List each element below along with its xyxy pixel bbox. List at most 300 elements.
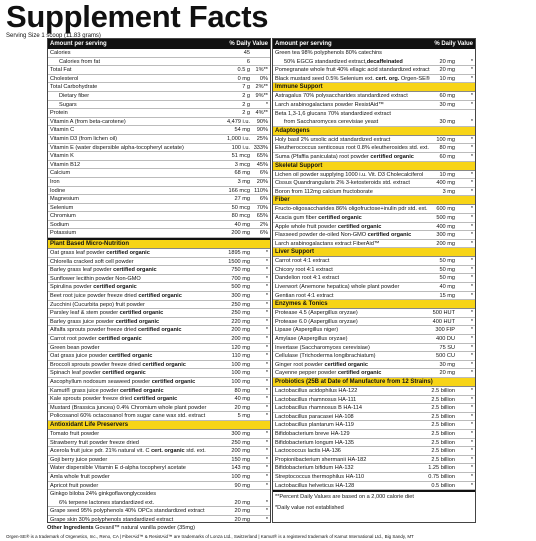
nutrient-row xyxy=(48,507,270,516)
daily-value xyxy=(250,58,268,66)
nutrient-row xyxy=(273,344,475,353)
nutrient-row xyxy=(48,335,270,344)
nutrient-amount: 90 mg xyxy=(234,482,250,489)
daily-value: * xyxy=(265,275,268,282)
nutrient-name: Vitamin E (water dispersible alpha-tocopheryl acetate) xyxy=(50,144,184,151)
nutrient-label xyxy=(50,378,230,386)
nutrient-amount: 40 mg xyxy=(234,221,250,228)
nutrient-amount: 20 mg xyxy=(234,499,250,506)
nutrient-name: Amylase (Aspergillus oryzae) xyxy=(275,336,348,343)
nutrient-name: Lactobacillus rhamnosus HA-111 xyxy=(275,396,357,403)
nutrient-row xyxy=(48,378,270,387)
nutrient-name: Bifidobacterium longum HA-135 xyxy=(275,439,354,446)
nutrient-row xyxy=(48,283,270,292)
section-heading: Skeletal Support xyxy=(273,162,475,171)
nutrient-label xyxy=(50,49,243,57)
nutrient-amount: 2.5 billion xyxy=(431,439,455,446)
nutrient-name: Vitamin A (from beta-carotene) xyxy=(50,118,126,125)
daily-value: * xyxy=(265,413,268,420)
nutrient-amount: 20 mg xyxy=(439,67,455,74)
nutrient-label xyxy=(50,456,230,464)
daily-value: * xyxy=(470,206,473,213)
nutrient-label xyxy=(275,266,438,274)
nutrient-name: Lactobacillus plantarum HA-119 xyxy=(275,422,354,429)
nutrient-row xyxy=(273,473,475,482)
nutrient-name-part: 50% EGCG standardized extract, xyxy=(284,58,367,65)
nutrient-name: Holy basil 2% ursolic acid standardized extract xyxy=(275,136,391,143)
nutrient-name: Lactobacillus helveticus HA-128 xyxy=(275,482,355,489)
daily-value: * xyxy=(265,301,268,308)
nutrient-label xyxy=(275,223,435,231)
daily-value: * xyxy=(265,250,268,257)
nutrient-row xyxy=(273,231,475,240)
nutrient-row xyxy=(48,187,270,196)
certification-label: decaffeinated xyxy=(366,58,403,65)
nutrient-amount: 220 mg xyxy=(231,318,250,325)
daily-value: * xyxy=(470,361,473,368)
nutrient-name: Vitamin C xyxy=(50,127,75,134)
nutrient-name: Lactobacillus paracasei HA-108 xyxy=(275,413,354,420)
nutrient-label xyxy=(50,309,230,317)
nutrient-row xyxy=(48,482,270,491)
nutrient-row xyxy=(48,456,270,465)
daily-value: * xyxy=(470,370,473,377)
nutrient-label xyxy=(275,361,438,369)
daily-value: * xyxy=(470,119,473,126)
nutrient-name: Carrot root 4:1 extract xyxy=(275,258,330,265)
nutrient-amount: 60 mg xyxy=(439,93,455,100)
nutrient-row xyxy=(48,412,270,421)
daily-value: * xyxy=(265,353,268,360)
nutrient-label xyxy=(275,404,430,412)
serving-size: Serving Size 1 scoop (11.83 grams) xyxy=(6,33,101,39)
nutrient-name: Calories xyxy=(50,50,71,56)
nutrient-label xyxy=(50,135,226,143)
nutrient-amount: 100 mg xyxy=(436,136,455,143)
nutrient-label xyxy=(275,274,438,282)
nutrient-row xyxy=(273,430,475,439)
nutrient-label xyxy=(275,231,435,239)
nutrient-name: Carrot root powder xyxy=(50,336,97,342)
nutrient-amount: 20 mg xyxy=(439,58,455,65)
nutrient-row xyxy=(48,439,270,448)
nutrient-name: Bifidobacterium bifidum HA-132 xyxy=(275,465,354,472)
nutrient-row xyxy=(273,456,475,465)
nutrient-name: Selenium xyxy=(50,204,74,211)
certification-label: cert. organic xyxy=(151,448,185,455)
nutrient-row xyxy=(48,169,270,178)
nutrient-amount: 50 mg xyxy=(439,258,455,265)
daily-value: 20% xyxy=(256,178,268,185)
nutrient-name-part: from Saccharomyces cerevisiae yeast xyxy=(284,119,379,126)
nutrient-row xyxy=(273,309,475,318)
nutrient-name: Sodium xyxy=(50,221,69,228)
nutrient-amount: 500 mg xyxy=(231,284,250,291)
nutrient-name: Dietary fiber xyxy=(59,92,90,99)
nutrient-row xyxy=(48,229,270,238)
nutrient-label xyxy=(275,344,438,352)
nutrient-row xyxy=(273,274,475,283)
nutrient-amount: 2.5 billion xyxy=(431,413,455,420)
daily-value: * xyxy=(470,456,473,463)
nutrient-row xyxy=(273,101,475,110)
nutrient-row xyxy=(48,161,270,170)
section-heading: Enzymes & Tonics xyxy=(273,300,475,309)
nutrient-row xyxy=(48,221,270,230)
nutrient-row xyxy=(273,404,475,413)
nutrient-label xyxy=(50,430,230,438)
nutrient-label xyxy=(275,144,438,152)
nutrient-amount: 400 mg xyxy=(436,223,455,230)
nutrient-row xyxy=(48,58,270,67)
certification-label: certified organic xyxy=(133,396,178,403)
nutrient-amount: 2 g xyxy=(242,110,250,117)
nutrient-label xyxy=(275,387,430,395)
certification-label: certified organic xyxy=(318,214,362,221)
daily-value: * xyxy=(470,171,473,178)
nutrient-name: Beta 1,3-1,6 glucans 70% standardized extract xyxy=(275,110,391,117)
left-rows xyxy=(48,49,270,523)
certification-label: certified organic xyxy=(367,232,412,239)
nutrient-amount: 0.5 billion xyxy=(431,482,455,489)
daily-value: 25% xyxy=(256,135,268,142)
nutrient-amount: 300 mg xyxy=(231,293,250,300)
nutrient-name: Apple whole fruit powder xyxy=(275,223,337,230)
nutrient-row xyxy=(273,387,475,396)
nutrient-name: Vitamin D3 (from lichen oil) xyxy=(50,135,118,142)
nutrient-amount: 45 xyxy=(243,50,250,56)
nutrient-row xyxy=(273,240,475,249)
nutrient-amount: 68 mg xyxy=(234,170,250,177)
nutrient-label xyxy=(275,309,432,317)
nutrient-amount: 300 mg xyxy=(436,232,455,239)
nutrient-amount: 80 mcg xyxy=(231,213,250,220)
right-facts-column xyxy=(272,38,476,523)
nutrient-name-part: Orgen-SE® xyxy=(399,75,430,82)
daily-value: * xyxy=(470,430,473,437)
nutrient-row xyxy=(48,464,270,473)
nutrient-name: Acacia gum fiber xyxy=(275,214,317,221)
nutrient-row xyxy=(273,266,475,275)
daily-value: 65% xyxy=(256,213,268,220)
nutrient-label xyxy=(275,326,434,334)
daily-value: * xyxy=(470,344,473,351)
nutrient-name: Gentian root 4:1 extract xyxy=(275,292,334,299)
daily-value: * xyxy=(470,67,473,74)
certification-label: certified organic xyxy=(113,267,157,274)
nutrient-label xyxy=(50,152,231,160)
nutrient-label xyxy=(275,352,435,360)
daily-value: * xyxy=(470,232,473,239)
footnote: *Daily value not established xyxy=(275,505,344,512)
nutrient-label xyxy=(275,413,430,421)
daily-value: * xyxy=(470,153,473,160)
daily-value: * xyxy=(265,499,268,506)
nutrient-row xyxy=(273,66,475,75)
nutrient-row xyxy=(273,439,475,448)
nutrient-name: Dandelion root 4:1 extract xyxy=(275,275,340,282)
nutrient-label xyxy=(50,169,233,177)
nutrient-label xyxy=(50,258,227,266)
daily-value: * xyxy=(265,378,268,385)
nutrient-row xyxy=(48,75,270,84)
nutrient-label xyxy=(275,335,435,343)
nutrient-amount: 200 mg xyxy=(231,448,250,455)
nutrient-row xyxy=(48,49,270,58)
nutrient-row xyxy=(273,369,475,378)
nutrient-label xyxy=(50,369,230,377)
nutrient-label xyxy=(50,187,228,195)
nutrient-name: Astragalus 70% polysaccharides standardized extract xyxy=(275,93,408,100)
nutrient-row xyxy=(273,205,475,214)
nutrient-label xyxy=(50,144,231,152)
nutrient-amount: 10 mg xyxy=(439,75,455,82)
nutrient-label xyxy=(50,204,231,212)
nutrient-name: Cayenne pepper powder xyxy=(275,370,337,377)
nutrient-name: Chromium xyxy=(50,213,76,220)
nutrient-label xyxy=(50,83,241,91)
nutrient-name: Broccoli sprouts powder freeze dried xyxy=(50,361,141,368)
daily-value: 2% xyxy=(259,221,268,228)
nutrient-amount: 51 mcg xyxy=(231,153,250,160)
nutrient-label xyxy=(275,447,430,455)
daily-value: * xyxy=(470,318,473,325)
section-heading: Immune Support xyxy=(273,83,475,92)
nutrient-row xyxy=(48,344,270,353)
nutrient-amount: 20 mg xyxy=(234,508,250,515)
nutrient-label xyxy=(50,464,230,472)
nutrient-amount: 200 mg xyxy=(436,240,455,247)
nutrient-row xyxy=(273,214,475,223)
nutrient-name: Total Fat xyxy=(50,67,72,74)
nutrient-label xyxy=(275,421,430,429)
nutrient-row xyxy=(273,292,475,301)
daily-value: * xyxy=(470,405,473,412)
nutrient-row xyxy=(48,249,270,258)
daily-value: * xyxy=(470,439,473,446)
nutrient-name: Amla whole fruit powder xyxy=(50,473,110,480)
nutrient-row xyxy=(48,361,270,370)
dv-header: % Daily Value xyxy=(229,41,268,47)
certification-label: certified organic xyxy=(93,284,137,291)
nutrient-amount: 100 mg xyxy=(231,361,250,368)
nutrient-amount: 80 mg xyxy=(234,387,250,394)
footnote: **Percent Daily Values are based on a 2,000 calorie diet xyxy=(275,494,414,501)
nutrient-name: Cissus Quandrangularis 2% 3-ketosteroids std. extract xyxy=(275,180,410,187)
nutrient-amount: 300 FIP xyxy=(435,327,455,334)
daily-value: * xyxy=(470,465,473,472)
nutrient-label xyxy=(275,153,438,161)
nutrient-amount: 1895 mg xyxy=(228,250,250,257)
nutrient-row xyxy=(48,430,270,439)
nutrient-label xyxy=(50,66,237,74)
nutrient-label xyxy=(275,75,438,83)
nutrient-label xyxy=(275,369,438,377)
nutrient-name: Calcium xyxy=(50,170,71,177)
nutrient-label xyxy=(275,464,427,472)
nutrient-row xyxy=(48,473,270,482)
nutrient-amount: 100 mg xyxy=(231,370,250,377)
certification-label: certified organic xyxy=(138,327,182,334)
nutrient-amount: 2.5 billion xyxy=(431,448,455,455)
nutrient-label xyxy=(50,249,227,257)
nutrient-label xyxy=(50,318,230,326)
nutrient-name: Oat grass leaf powder xyxy=(50,250,105,257)
nutrient-name: Green tea 98% polyphenols 80% catechins xyxy=(275,50,382,56)
nutrient-row xyxy=(273,92,475,101)
daily-value: * xyxy=(265,267,268,274)
nutrient-amount: 1.25 billion xyxy=(428,465,455,472)
certification-label: certified organic xyxy=(115,318,160,325)
nutrient-amount: 400 mg xyxy=(436,180,455,187)
nutrient-label xyxy=(50,195,233,203)
nutrient-label xyxy=(275,240,435,248)
nutrient-row xyxy=(48,92,270,101)
daily-value: 6% xyxy=(259,230,268,237)
daily-value: * xyxy=(470,310,473,317)
daily-value: * xyxy=(265,344,268,351)
daily-value: * xyxy=(470,413,473,420)
nutrient-amount: 40 mg xyxy=(234,396,250,403)
certification-label: certified organic xyxy=(337,223,382,230)
nutrient-label xyxy=(275,66,438,74)
nutrient-row xyxy=(48,404,270,413)
daily-value: * xyxy=(265,387,268,394)
nutrient-label xyxy=(50,221,233,229)
nutrient-label xyxy=(50,352,231,360)
nutrient-label xyxy=(50,326,230,334)
nutrient-amount: 200 mg xyxy=(231,230,250,237)
nutrient-row xyxy=(48,258,270,267)
nutrient-name: Barley grass juice powder xyxy=(50,318,115,325)
other-ingredients-text: Govanil™ natural vanilla powder (35mg) xyxy=(93,525,195,531)
nutrient-label xyxy=(275,482,430,490)
daily-value: * xyxy=(470,327,473,334)
nutrient-amount: 700 mg xyxy=(231,275,250,282)
nutrient-amount: 0.75 billion xyxy=(428,473,455,480)
nutrient-name: Alfalfa sprouts powder freeze dried xyxy=(50,327,137,334)
daily-value: * xyxy=(265,456,268,463)
daily-value: 1%** xyxy=(255,67,268,74)
nutrient-row xyxy=(273,49,475,58)
nutrient-label xyxy=(50,507,233,515)
nutrient-amount: 2.5 billion xyxy=(431,388,455,394)
nutrient-row xyxy=(48,195,270,204)
daily-value: * xyxy=(265,258,268,265)
nutrient-label xyxy=(275,430,430,438)
nutrient-name: Boron from 112mg calcium fructoborate xyxy=(275,188,373,195)
nutrient-row xyxy=(273,352,475,361)
other-ingredients-label: Other Ingredients xyxy=(47,525,94,531)
nutrient-amount: 1500 mg xyxy=(228,258,250,265)
daily-value: * xyxy=(470,482,473,489)
nutrient-row xyxy=(48,275,270,284)
daily-value: * xyxy=(265,318,268,325)
daily-value: * xyxy=(470,473,473,480)
nutrient-name: Ginkgo biloba 24% ginkgoflavonglycosides xyxy=(50,491,157,498)
nutrient-name: Grape seed 95% polyphenols 40% OPCs standardized extract xyxy=(50,508,205,515)
nutrient-name: Lichen oil powder supplying 1000 i.u. Vit. D3 Cholecalciferol xyxy=(275,171,424,178)
nutrient-row xyxy=(48,83,270,92)
nutrient-label xyxy=(50,178,237,186)
daily-value: 333% xyxy=(253,144,268,151)
daily-value: * xyxy=(265,465,268,472)
nutrient-label xyxy=(50,447,230,455)
nutrient-label xyxy=(50,439,230,447)
certification-label: certified organic xyxy=(108,353,153,360)
nutrient-row xyxy=(48,326,270,335)
nutrient-name: Sunflower lecithin powder Non-GMO xyxy=(50,275,141,282)
nutrient-row xyxy=(48,212,270,221)
nutrient-row xyxy=(273,482,475,491)
nutrient-amount: 20 mg xyxy=(234,516,250,523)
nutrient-row xyxy=(48,66,270,75)
nutrient-name: Flaxseed powder de-oiled Non-GMO xyxy=(275,232,367,239)
daily-value: * xyxy=(470,240,473,247)
daily-value: * xyxy=(470,223,473,230)
nutrient-amount: 120 mg xyxy=(231,344,250,351)
certification-label: certified organic xyxy=(102,370,146,377)
daily-value: * xyxy=(470,388,473,394)
daily-value xyxy=(250,49,268,57)
nutrient-amount: 7 g xyxy=(242,84,250,91)
nutrient-name: Streptococcus thermophilus HA-110 xyxy=(275,473,365,480)
daily-value: * xyxy=(265,361,268,368)
nutrient-name: Apricot fruit powder xyxy=(50,482,99,489)
nutrient-row xyxy=(273,283,475,292)
nutrient-name: Grape skin 30% polyphenols standardized extract xyxy=(50,516,174,523)
certification-label: certified organic xyxy=(142,361,186,368)
daily-value: 2%** xyxy=(255,84,268,91)
nutrient-label xyxy=(50,92,241,100)
nutrient-name: Pomegranate whole fruit 40% ellagic acid standardized extract xyxy=(275,67,430,74)
certification-label: cert. org. xyxy=(375,75,400,82)
nutrient-amount: 54 mg xyxy=(234,127,250,134)
amount-header: Amount per serving xyxy=(275,41,332,47)
nutrient-name: Strawberry fruit powder freeze dried xyxy=(50,439,139,446)
nutrient-label xyxy=(275,171,438,179)
nutrient-row xyxy=(273,413,475,422)
nutrient-label xyxy=(275,439,430,447)
nutrient-label xyxy=(275,101,438,109)
nutrient-name: Larch arabinogalactans powder ResistAid™ xyxy=(275,101,384,108)
nutrient-row xyxy=(48,516,270,523)
nutrient-amount: 250 mg xyxy=(231,310,250,317)
nutrient-name: Oat grass juice powder xyxy=(50,353,108,360)
nutrient-amount: 4,479 i.u. xyxy=(226,118,250,125)
nutrient-name: Beet root juice powder freeze dried xyxy=(50,293,137,300)
nutrient-amount: 2 g xyxy=(242,101,250,108)
nutrient-row xyxy=(48,126,270,135)
nutrient-name: Total Carbohydrate xyxy=(50,84,98,91)
section-heading: Antioxidant Life Preservers xyxy=(48,421,270,430)
nutrient-name: Potassium xyxy=(50,230,77,237)
nutrient-name-cont xyxy=(275,58,438,66)
daily-value: 90% xyxy=(256,118,268,125)
section-heading: Probiotics (25B at Date of Manufacture from 12 Strains) xyxy=(273,378,475,387)
nutrient-amount: 3 mg xyxy=(237,178,250,185)
daily-value: * xyxy=(470,101,473,108)
nutrient-label xyxy=(275,205,435,213)
nutrient-amount: 400 HUT xyxy=(432,318,455,325)
daily-value: 70% xyxy=(256,204,268,211)
nutrient-label xyxy=(50,75,237,83)
nutrient-label xyxy=(50,387,233,395)
nutrient-amount: 50 mcg xyxy=(231,204,250,211)
nutrient-amount: 80 mg xyxy=(439,145,455,152)
daily-value: * xyxy=(470,292,473,299)
nutrient-label xyxy=(275,456,430,464)
